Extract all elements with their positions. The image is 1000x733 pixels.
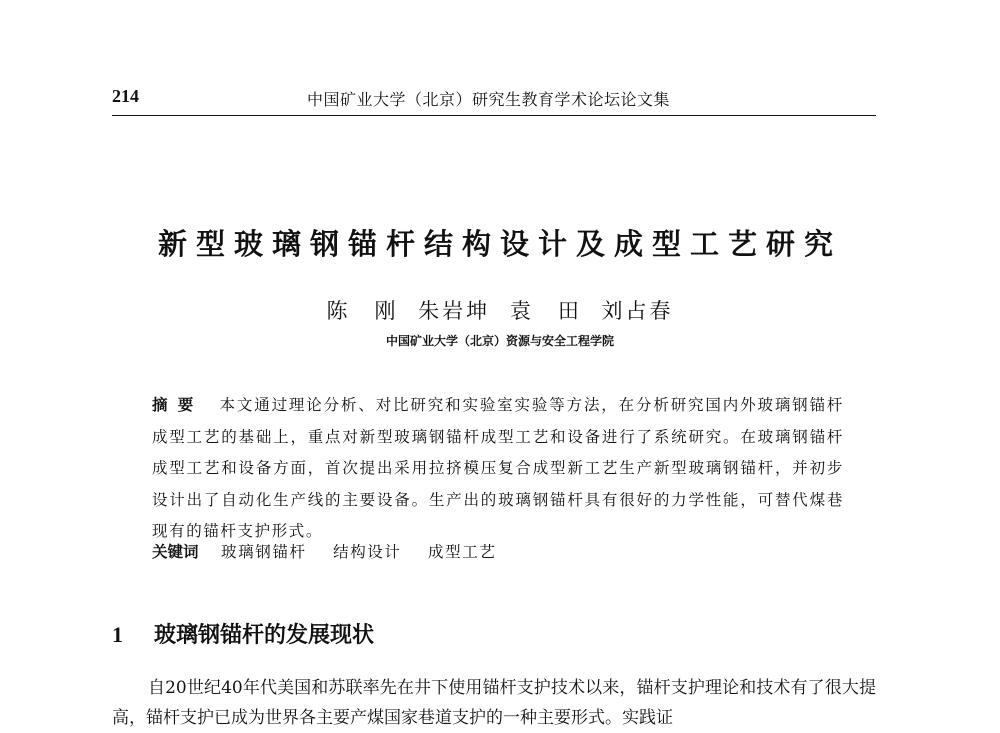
- section-number: 1: [112, 622, 123, 647]
- keywords-label: 关键词: [152, 543, 199, 561]
- keyword: 玻璃钢锚杆: [221, 543, 307, 561]
- header-rule: [112, 115, 876, 116]
- running-header: [112, 86, 872, 116]
- keyword: 结构设计: [333, 543, 402, 561]
- author-list: [150, 295, 850, 325]
- journal-title: 中国矿业大学（北京）研究生教育学术论坛论文集: [307, 90, 671, 109]
- keyword: 成型工艺: [428, 543, 497, 561]
- abstract: [152, 390, 844, 548]
- paper-title: 新型玻璃钢锚杆结构设计及成型工艺研究: [157, 227, 842, 261]
- keywords: [152, 540, 844, 562]
- author-name: 袁 田: [509, 299, 582, 323]
- author-name: 朱岩坤: [418, 299, 491, 323]
- section-title: 玻璃钢锚杆的发展现状: [154, 623, 375, 648]
- page-number: 214: [112, 86, 139, 106]
- author-name: 陈 刚: [326, 299, 399, 323]
- abstract-label: 摘要: [152, 396, 204, 414]
- author-affiliation: 中国矿业大学（北京）资源与安全工程学院: [385, 334, 614, 348]
- abstract-text: 本文通过理论分析、对比研究和实验室实验等方法，在分析研究国内外玻璃钢锚杆成型工艺的基础上，重点对新型玻璃钢锚杆成型工艺和设备进行了系统研究。在玻璃钢锚杆成型工艺和设备方面，首次提出采用拉挤模压复合成型新工艺生产新型玻璃钢锚杆，并初步设计出了自动化生产线的主要设备。生产出的玻璃钢锚杆具有很好的力学性能，可替代煤巷现有的锚杆支护形式。: [152, 396, 844, 540]
- body-paragraph: 自20世纪40年代美国和苏联率先在井下使用锚杆支护技术以来，锚杆支护理论和技术有了很大提高，锚杆支护已成为世界各主要产煤国家巷道支护的一种主要形式。实践证: [112, 678, 876, 728]
- section-heading: [112, 618, 812, 649]
- author-name: 刘占春: [601, 299, 674, 323]
